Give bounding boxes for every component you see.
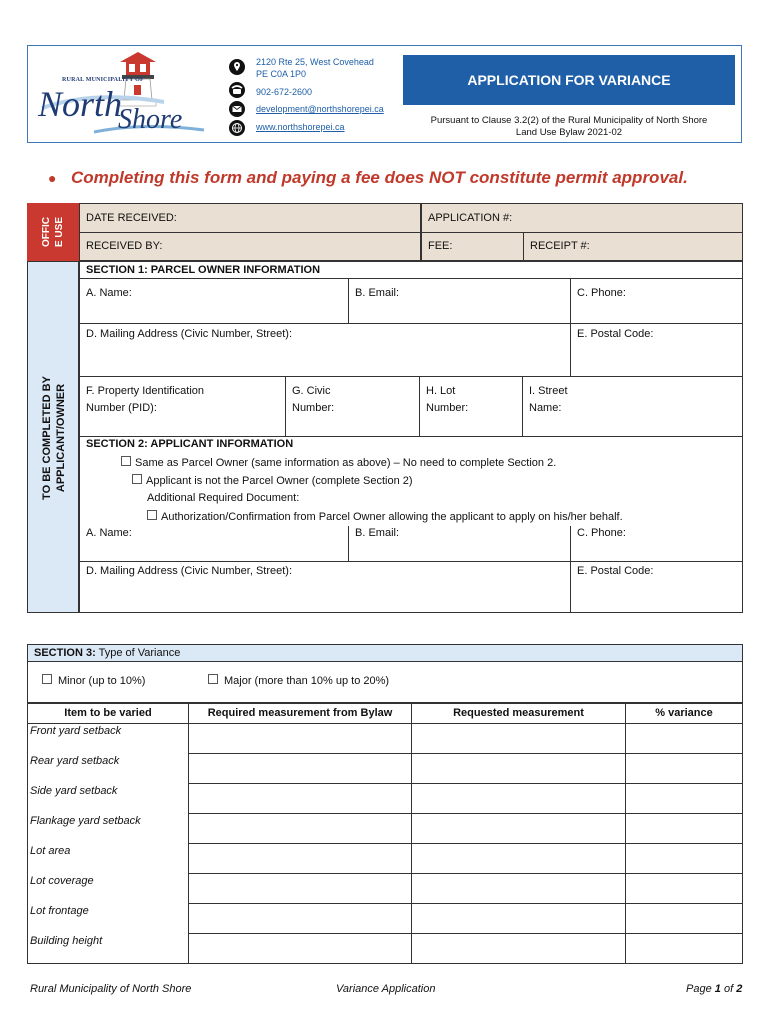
form-subtitle-line2: Land Use Bylaw 2021-02: [515, 127, 623, 138]
section2-left-border: [79, 436, 80, 527]
authorization-label: Authorization/Confirmation from Parcel Owner allowing the applicant to apply on his/her behalf.: [161, 511, 623, 523]
percent-variance-cell[interactable]: [625, 843, 743, 874]
logo-word-shore: Shore: [118, 104, 183, 135]
percent-variance-cell[interactable]: [625, 813, 743, 844]
authorization-option[interactable]: [147, 510, 623, 523]
lot-label-line2: Number:: [426, 402, 469, 414]
receipt-number-field[interactable]: [523, 232, 743, 261]
additional-document-label: Additional Required Document:: [147, 492, 300, 504]
footer-municipality: Rural Municipality of North Shore: [30, 983, 192, 995]
checkbox-icon[interactable]: [132, 474, 142, 484]
pid-label-line2: Number (PID):: [86, 402, 157, 414]
municipality-logo: [34, 50, 214, 140]
checkbox-icon[interactable]: [147, 510, 157, 520]
not-owner-option[interactable]: [132, 474, 413, 487]
required-measurement-cell[interactable]: [188, 873, 412, 904]
requested-measurement-cell[interactable]: [411, 723, 626, 754]
section3-title-rest: Type of Variance: [98, 647, 181, 659]
required-measurement-cell[interactable]: [188, 813, 412, 844]
table-row-label: Lot frontage: [27, 903, 189, 934]
lot-label-line1: H. Lot: [426, 385, 456, 397]
percent-variance-cell[interactable]: [625, 723, 743, 754]
fee-label: FEE:: [428, 240, 453, 252]
civic-label-line1: G. Civic: [292, 385, 331, 397]
location-pin-icon: [229, 59, 245, 75]
required-measurement-cell[interactable]: [188, 903, 412, 934]
requested-measurement-cell[interactable]: [411, 873, 626, 904]
table-row-label: Lot area: [27, 843, 189, 874]
required-measurement-cell[interactable]: [188, 723, 412, 754]
form-title-banner: [403, 55, 735, 105]
notice-bullet: ●: [48, 170, 57, 186]
applicant-phone-label: C. Phone:: [577, 527, 626, 539]
applicant-side-line1: TO BE COMPLETED BY: [41, 376, 53, 500]
checkbox-icon[interactable]: [121, 456, 131, 466]
contact-email-link[interactable]: development@northshorepei.ca: [256, 104, 384, 114]
percent-variance-cell[interactable]: [625, 753, 743, 784]
fee-field[interactable]: [421, 232, 524, 261]
owner-postal-label: E. Postal Code:: [577, 328, 654, 340]
civic-number-field[interactable]: [285, 376, 420, 437]
minor-variance-option[interactable]: [42, 674, 145, 687]
applicant-phone-field[interactable]: [570, 526, 743, 562]
lot-number-field[interactable]: [419, 376, 523, 437]
applicant-email-field[interactable]: [348, 526, 571, 562]
variance-table-header-percent: % variance: [625, 703, 743, 724]
phone-icon: [229, 82, 245, 98]
table-row-label: Front yard setback: [27, 723, 189, 754]
applicant-mailing-field[interactable]: [79, 561, 571, 613]
received-by-label: RECEIVED BY:: [86, 240, 163, 252]
form-title: APPLICATION FOR VARIANCE: [467, 72, 671, 88]
footer-page-number: Page 1 of 2: [686, 983, 743, 995]
table-row-label: Lot coverage: [27, 873, 189, 904]
major-variance-option[interactable]: [208, 674, 389, 687]
contact-address-line2: PE C0A 1P0: [256, 69, 307, 79]
requested-measurement-cell[interactable]: [411, 783, 626, 814]
requested-measurement-cell[interactable]: [411, 903, 626, 934]
owner-email-label: B. Email:: [355, 287, 400, 299]
checkbox-icon[interactable]: [208, 674, 218, 684]
same-as-owner-option[interactable]: [121, 456, 556, 469]
minor-variance-label: Minor (up to 10%): [58, 675, 146, 687]
permit-notice: Completing this form and paying a fee does NOT constitute permit approval.: [71, 168, 688, 187]
footer-form-name: Variance Application: [336, 983, 436, 995]
street-label-line2: Name:: [529, 402, 562, 414]
applicant-postal-field[interactable]: [570, 561, 743, 613]
applicant-name-label: A. Name:: [86, 527, 132, 539]
contact-website-link[interactable]: www.northshorepei.ca: [256, 122, 345, 132]
not-owner-label: Applicant is not the Parcel Owner (complete Section 2): [146, 475, 413, 487]
table-row-label: Flankage yard setback: [27, 813, 189, 844]
applicant-name-field[interactable]: [79, 526, 349, 562]
applicant-email-label: B. Email:: [355, 527, 400, 539]
date-received-field[interactable]: [79, 203, 421, 233]
applicant-postal-label: E. Postal Code:: [577, 565, 654, 577]
office-use-label-line2: E USE: [54, 217, 65, 248]
requested-measurement-cell[interactable]: [411, 843, 626, 874]
table-row-label: Rear yard setback: [27, 753, 189, 784]
owner-mailing-label: D. Mailing Address (Civic Number, Street):: [86, 328, 293, 340]
section2-block: [79, 436, 743, 526]
email-icon: [229, 101, 245, 117]
section1-heading: SECTION 1: PARCEL OWNER INFORMATION: [79, 261, 743, 279]
globe-icon: [229, 120, 245, 136]
pid-field[interactable]: [79, 376, 286, 437]
required-measurement-cell[interactable]: [188, 783, 412, 814]
received-by-field[interactable]: [79, 232, 421, 261]
section2-right-border: [742, 436, 743, 527]
variance-table-header-item: Item to be varied: [27, 703, 189, 724]
form-subtitle-line1: Pursuant to Clause 3.2(2) of the Rural Municipality of North Shore: [430, 115, 708, 126]
requested-measurement-cell[interactable]: [411, 813, 626, 844]
percent-variance-cell[interactable]: [625, 903, 743, 934]
same-as-owner-label: Same as Parcel Owner (same information as above) – No need to complete Section 2.: [135, 457, 557, 469]
percent-variance-cell[interactable]: [625, 933, 743, 964]
required-measurement-cell[interactable]: [188, 933, 412, 964]
logo-tagline: RURAL MUNICIPALITY OF: [62, 77, 144, 83]
variance-table-header-requested: Requested measurement: [411, 703, 626, 724]
major-variance-label: Major (more than 10% up to 20%): [224, 675, 390, 687]
street-label-line1: I. Street: [529, 385, 568, 397]
section3-heading: [27, 644, 743, 662]
owner-phone-label: C. Phone:: [577, 287, 626, 299]
required-measurement-cell[interactable]: [188, 843, 412, 874]
checkbox-icon[interactable]: [42, 674, 52, 684]
owner-name-field[interactable]: [79, 278, 349, 324]
contact-address-line1: 2120 Rte 25, West Covehead: [256, 57, 374, 67]
owner-name-label: A. Name:: [86, 287, 132, 299]
percent-variance-cell[interactable]: [625, 873, 743, 904]
office-use-label-line1: OFFIC: [41, 217, 52, 247]
owner-email-field[interactable]: [348, 278, 571, 324]
logo-word-north: North: [38, 84, 123, 124]
street-name-field[interactable]: [522, 376, 743, 437]
application-number-label: APPLICATION #:: [428, 212, 513, 224]
office-use-side-label: [27, 203, 79, 261]
application-number-field[interactable]: [421, 203, 743, 233]
contact-phone: 902-672-2600: [256, 87, 313, 97]
section3-title-bold: SECTION 3:: [34, 647, 96, 659]
pid-label-line1: F. Property Identification: [86, 385, 205, 397]
applicant-side-label: [27, 261, 79, 613]
applicant-mailing-label: D. Mailing Address (Civic Number, Street):: [86, 565, 293, 577]
table-row-label: Side yard setback: [27, 783, 189, 814]
civic-label-line2: Number:: [292, 402, 335, 414]
requested-measurement-cell[interactable]: [411, 753, 626, 784]
variance-table-header-required: Required measurement from Bylaw: [188, 703, 412, 724]
receipt-number-label: RECEIPT #:: [530, 240, 590, 252]
requested-measurement-cell[interactable]: [411, 933, 626, 964]
percent-variance-cell[interactable]: [625, 783, 743, 814]
table-row-label: Building height: [27, 933, 189, 964]
section2-heading: SECTION 2: APPLICANT INFORMATION: [86, 438, 294, 450]
required-measurement-cell[interactable]: [188, 753, 412, 784]
variance-type-row: [27, 661, 743, 703]
date-received-label: DATE RECEIVED:: [86, 212, 177, 224]
owner-postal-field[interactable]: [570, 323, 743, 377]
owner-phone-field[interactable]: [570, 278, 743, 324]
owner-mailing-field[interactable]: [79, 323, 571, 377]
applicant-side-line2: APPLICANT/OWNER: [55, 383, 67, 493]
